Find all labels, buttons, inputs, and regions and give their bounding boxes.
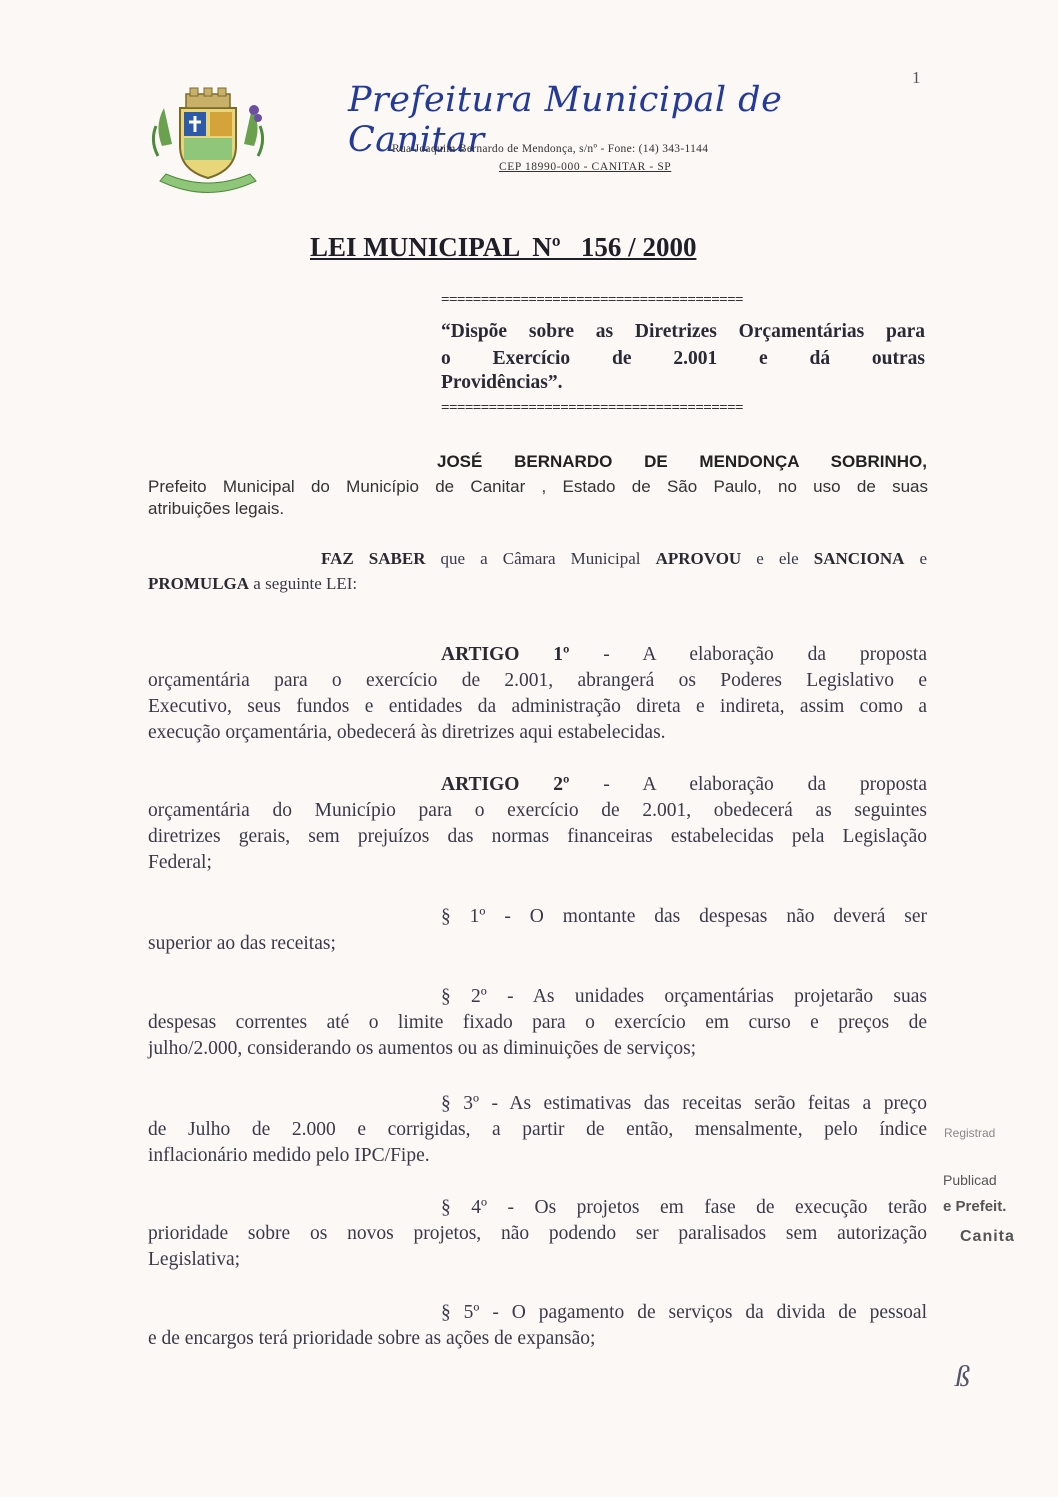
article-2-line: diretrizes gerais, sem prejuízos das normas financeiras estabelecidas pela Legislação <box>148 826 927 847</box>
paragraph-1-last-line: superior ao das receitas; <box>148 933 336 954</box>
proclamation-text: e ele <box>756 549 799 568</box>
mayor-attributions: atribuições legais. <box>148 499 285 518</box>
divider-bottom: ====================================== <box>441 400 744 416</box>
paragraph-2-line: despesas correntes até o limite fixado para o exercício em curso e preços de <box>148 1012 927 1033</box>
paragraph-4-last-line: Legislativa; <box>148 1249 241 1270</box>
stamp-registered: Registrad <box>944 1126 996 1140</box>
proclamation-line-2 <box>148 571 357 597</box>
address-line: Rua Joaquim Bernardo de Mendonça, s/nº - Fone: (14) 343-1144 <box>392 143 709 155</box>
paragraph-3-first-line: § 3º - As estimativas das receitas serão feitas a preço <box>441 1093 927 1114</box>
stamp-prefeit: e Prefeit. <box>943 1198 1007 1215</box>
article-2-last-line: Federal; <box>148 852 212 873</box>
page-number: 1 <box>912 68 921 87</box>
ementa-line-3: Providências”. <box>441 372 563 393</box>
article-text: - A elaboração da proposta <box>603 644 927 665</box>
paragraph-4-first-line: § 4º - Os projetos em fase de execução terão <box>441 1197 927 1218</box>
article-1-line: orçamentária para o exercício de 2.001, abrangerá os Poderes Legislativo e <box>148 670 927 691</box>
promulga: PROMULGA <box>148 574 250 593</box>
article-heading: ARTIGO 2º <box>441 774 570 795</box>
postal-line: CEP 18990-000 - CANITAR - SP <box>499 161 672 173</box>
organization-name: Prefeitura Municipal de Canitar <box>348 80 783 160</box>
article-heading: ARTIGO 1º <box>441 644 570 665</box>
faz-saber: FAZ SABER <box>321 549 426 568</box>
article-1-line: Executivo, seus fundos e entidades da administração direta e indireta, assim como a <box>148 696 927 717</box>
divider-top: ====================================== <box>441 292 744 308</box>
article-2-first-line <box>441 772 927 798</box>
paragraph-5-last-line: e de encargos terá prioridade sobre as ações de expansão; <box>148 1328 596 1349</box>
article-1-first-line <box>441 642 927 668</box>
ementa-line-1: “Dispõe sobre as Diretrizes Orçamentárias para <box>441 321 925 342</box>
paragraph-2-first-line: § 2º - As unidades orçamentárias projetarão suas <box>441 986 927 1007</box>
coat-of-arms-icon <box>150 86 266 198</box>
paragraph-4-line: prioridade sobre os novos projetos, não podendo ser paralisados sem autorização <box>148 1223 927 1244</box>
sanciona: SANCIONA <box>813 549 905 568</box>
paragraph-3-last-line: inflacionário medido pelo IPC/Fipe. <box>148 1145 430 1166</box>
proclamation-text: que a Câmara Municipal <box>440 549 641 568</box>
stamp-published: Publicad <box>943 1172 997 1188</box>
article-2-line: orçamentária do Município para o exercício de 2.001, obedecerá as seguintes <box>148 800 927 821</box>
aprovou: APROVOU <box>655 549 742 568</box>
paragraph-5-first-line: § 5º - O pagamento de serviços da divida de pessoal <box>441 1302 927 1323</box>
mayor-name: JOSÉ BERNARDO DE MENDONÇA SOBRINHO, <box>437 452 927 471</box>
article-text: - A elaboração da proposta <box>603 774 927 795</box>
stamp-canitar: Canita <box>960 1228 1015 1245</box>
paragraph-2-last-line: julho/2.000, considerando os aumentos ou as diminuições de serviços; <box>148 1038 697 1059</box>
ementa-line-2: o Exercício de 2.001 e dá outras <box>441 348 925 369</box>
paragraph-3-line: de Julho de 2.000 e corrigidas, a partir de então, mensalmente, pelo índice <box>148 1119 927 1140</box>
proclamation-text: e <box>919 549 928 568</box>
mayor-title-line: Prefeito Municipal do Município de Canitar , Estado de São Paulo, no uso de suas <box>148 477 928 496</box>
article-1-last-line: execução orçamentária, obedecerá às diretrizes aqui estabelecidas. <box>148 722 666 743</box>
law-title: LEI MUNICIPAL Nº 156 / 2000 <box>310 232 697 262</box>
paragraph-1-first-line: § 1º - O montante das despesas não deverá ser <box>441 906 927 927</box>
proclamation-line-1 <box>321 546 927 572</box>
initials-mark: ß <box>955 1360 970 1393</box>
proclamation-text: a seguinte LEI: <box>253 574 358 593</box>
